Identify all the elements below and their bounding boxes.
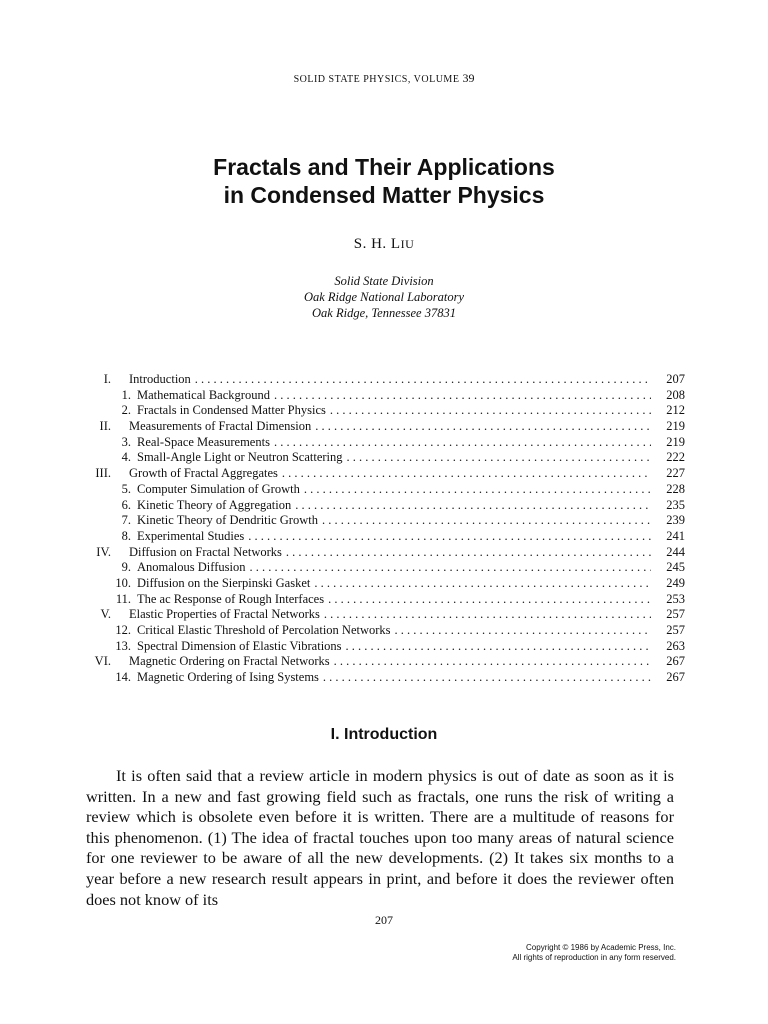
toc-entry [85,576,685,592]
toc-leader-dots [315,419,651,435]
toc-entry-number: 3. [121,434,131,449]
toc-entry-page: 267 [666,670,685,685]
section-heading: I. Introduction [330,726,438,743]
toc-entry [85,670,685,686]
toc-entry [85,498,685,514]
toc-entry-page: 267 [666,654,685,669]
toc-entry-title: Elastic Properties of Fractal Networks [129,607,320,622]
toc-leader-dots [328,592,651,608]
author-initials: S. H. L [353,236,401,252]
running-head [0,71,768,86]
toc-entry-title: Magnetic Ordering of Ising Systems [137,670,319,685]
toc-entry-number: 6. [121,497,131,512]
toc-entry [85,466,685,482]
toc-entry-number: 13. [115,638,131,653]
toc-entry-number: III. [95,466,111,481]
toc-entry-page: 222 [666,450,685,465]
toc-entry [85,607,685,623]
toc-entry-number: 11. [115,591,131,606]
toc-entry [85,623,685,639]
toc-entry-number: 4. [121,450,131,465]
toc-entry-title: Growth of Fractal Aggregates [129,466,278,481]
toc-entry-title: Critical Elastic Threshold of Percolation Networks [137,623,391,637]
toc-entry [85,419,685,435]
toc-entry-title: Fractals in Condensed Matter Physics [137,403,326,418]
toc-entry-page: 245 [666,560,685,575]
toc-leader-dots [322,513,651,529]
toc-entry-title: Kinetic Theory of Dendritic Growth [137,513,318,528]
toc-entry-page: 235 [666,497,685,512]
toc-entry [85,372,685,388]
paragraph: It is often said that a review article in modern physics is out of date as soon as it is written. In a new and fast growing field such as fractals, one runs the risk of writing a review which is obsolete even before it is written. There are a multitude of reasons for this phenomenon. (1) The idea of fractal touches upon too many areas of natural science for one reviewer to be aware of all the new developments. (2) It takes six months to a year before a new research result appears in print, and before it does the reviewer often does not know of its [86,766,674,909]
toc-entry-title: Diffusion on Fractal Networks [129,544,282,559]
toc-entry-title: Small-Angle Light or Neutron Scattering [137,450,343,465]
toc-leader-dots [248,529,651,545]
toc-entry-number: 12. [115,623,131,637]
toc-entry [85,450,685,466]
affiliation [0,273,768,321]
page-number: 207 [375,913,393,927]
toc-entry-number: 14. [115,670,131,685]
toc-leader-dots [274,388,651,404]
toc-leader-dots [347,450,651,466]
toc-entry-number: 5. [121,481,131,496]
toc-entry-page: 219 [666,434,685,449]
toc-entry-number: 1. [121,387,131,402]
toc-entry-title: Mathematical Background [137,387,270,402]
toc-leader-dots [295,498,651,514]
toc-leader-dots [286,545,651,561]
toc-leader-dots [323,670,651,686]
toc-leader-dots [346,639,651,655]
toc-entry-title: Measurements of Fractal Dimension [129,419,312,434]
toc-entry-page: 244 [666,544,685,559]
toc-entry [85,545,685,561]
toc-entry-title: Diffusion on the Sierpinski Gasket [137,575,311,590]
title-line-1: Fractals and Their Applications [213,154,555,180]
toc-entry-title: Anomalous Diffusion [137,560,246,575]
toc-entry-page: 208 [666,387,685,402]
copyright-line-1: Copyright © 1986 by Academic Press, Inc. [526,943,676,952]
toc-entry-title: Kinetic Theory of Aggregation [137,497,292,512]
toc-entry-title: Spectral Dimension of Elastic Vibrations [137,638,342,653]
toc-entry-page: 257 [666,607,685,622]
copyright-line-2: All rights of reproduction in any form reserved. [512,953,676,962]
toc-entry-page: 241 [666,528,685,543]
toc-leader-dots [282,466,651,482]
toc-entry [85,529,685,545]
volume-number: 39 [462,71,475,85]
toc-leader-dots [274,435,651,451]
toc-entry-number: V. [100,607,111,622]
toc-entry-number: 2. [121,403,131,418]
toc-entry-page: 207 [666,372,685,386]
copyright-notice [420,943,676,963]
body-text [86,766,674,910]
toc-entry-title: Introduction [129,372,191,386]
table-of-contents [85,372,685,686]
toc-entry [85,388,685,404]
toc-entry-title: Real-Space Measurements [137,434,270,449]
toc-entry-number: VI. [94,654,111,669]
toc-entry-page: 253 [666,591,685,606]
toc-leader-dots [195,372,651,388]
affiliation-line-2: Oak Ridge National Laboratory [303,290,465,304]
toc-entry-number: 9. [121,560,131,575]
toc-entry [85,560,685,576]
toc-entry [85,403,685,419]
toc-entry-number: 8. [121,528,131,543]
toc-entry-page: 239 [666,513,685,528]
toc-leader-dots [249,560,651,576]
toc-leader-dots [330,403,651,419]
toc-entry-number: 7. [121,513,131,528]
toc-entry [85,654,685,670]
author-surname-rest: IU [400,237,415,251]
toc-entry-page: 263 [666,638,685,653]
toc-entry [85,435,685,451]
toc-entry-page: 227 [666,466,685,481]
toc-entry-page: 219 [666,419,685,434]
toc-leader-dots [395,623,651,639]
toc-entry-page: 257 [666,623,685,637]
toc-entry-page: 212 [666,403,685,418]
toc-entry-title: Magnetic Ordering on Fractal Networks [129,654,330,669]
article-title [0,153,768,209]
toc-entry-number: IV. [96,544,111,559]
toc-entry-number: 10. [115,575,131,590]
toc-leader-dots [304,482,651,498]
running-head-text: SOLID STATE PHYSICS, VOLUME [293,74,460,85]
toc-entry-page: 228 [666,481,685,496]
toc-entry [85,639,685,655]
toc-entry-title: Computer Simulation of Growth [137,481,300,496]
affiliation-line-1: Solid State Division [334,274,434,288]
toc-entry-page: 249 [666,575,685,590]
toc-leader-dots [334,654,651,670]
toc-entry-title: Experimental Studies [137,528,245,543]
affiliation-line-3: Oak Ridge, Tennessee 37831 [312,306,456,320]
toc-entry-number: I. [103,372,111,386]
toc-entry-number: II. [99,419,111,434]
title-line-2: in Condensed Matter Physics [223,182,545,208]
toc-entry [85,513,685,529]
toc-entry [85,592,685,608]
author [0,236,768,253]
toc-leader-dots [324,607,651,623]
toc-leader-dots [314,576,651,592]
toc-entry-title: The ac Response of Rough Interfaces [137,591,325,606]
toc-entry [85,482,685,498]
